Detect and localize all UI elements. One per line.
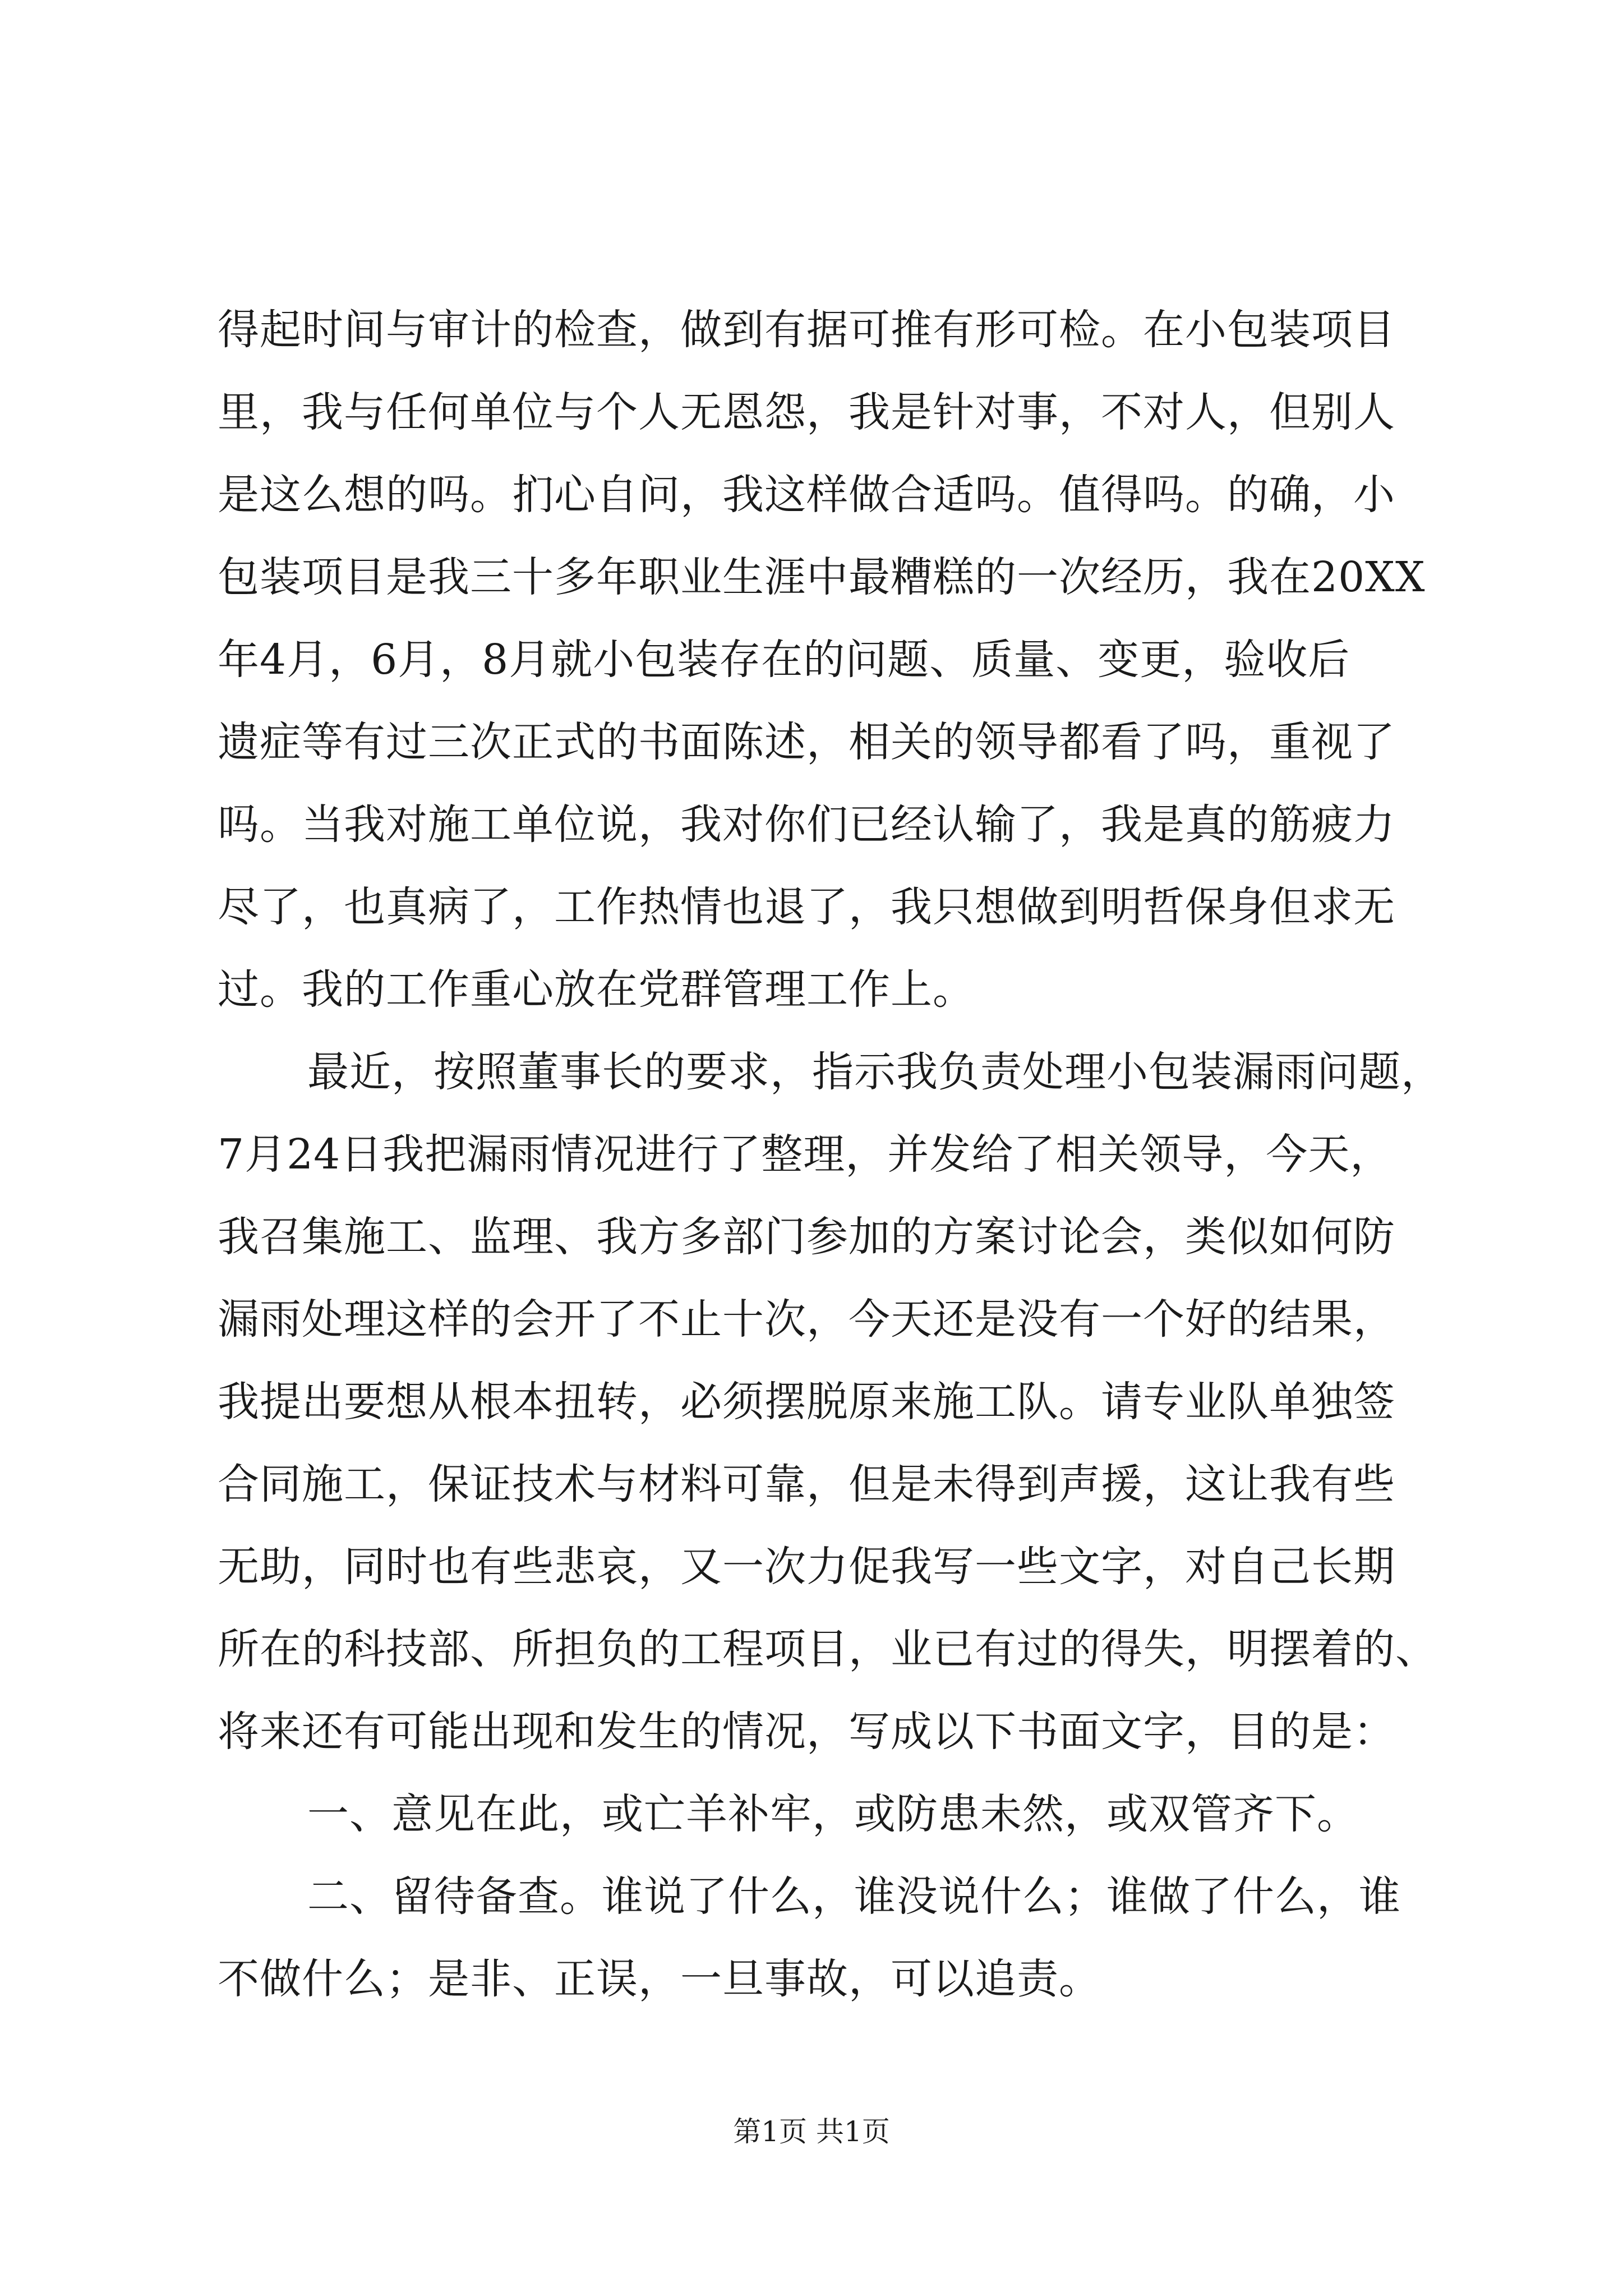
- text-line: 遗症等有过三次正式的书面陈述，相关的领导都看了吗，重视了: [218, 718, 1395, 766]
- text-line: 将来还有可能出现和发生的情况，写成以下书面文字，目的是：: [218, 1708, 1395, 1756]
- document-body: [218, 289, 1451, 2021]
- text-line: 合同施工，保证技术与材料可靠，但是未得到声援，这让我有些: [218, 1460, 1395, 1508]
- text-line: 得起时间与审计的检查，做到有据可推有形可检。在小包装项目: [218, 306, 1395, 354]
- text-line: 吗。当我对施工单位说，我对你们已经认输了，我是真的筋疲力: [218, 800, 1395, 849]
- page-footer: 第1页 共1页: [733, 2115, 890, 2148]
- text-line: 漏雨处理这样的会开了不止十次，今天还是没有一个好的结果，: [218, 1295, 1395, 1343]
- text-line: 过。我的工作重心放在党群管理工作上。: [218, 965, 975, 1014]
- text-line: 包装项目是我三十多年职业生涯中最糟糕的一次经历，我在20XX: [218, 553, 1426, 601]
- list-item-2: 二、留待备查。谁说了什么，谁没说什么；谁做了什么，谁: [307, 1872, 1401, 1921]
- text-line: 7月24日我把漏雨情况进行了整理，并发给了相关领导，今天，: [218, 1130, 1393, 1179]
- text-line: 不做什么；是非、正误，一旦事故，可以追责。: [218, 1955, 1101, 2003]
- text-line: 尽了，也真病了，工作热情也退了，我只想做到明哲保身但求无: [218, 883, 1395, 931]
- paragraph-start-line: 最近，按照董事长的要求，指示我负责处理小包装漏雨问题，: [307, 1048, 1443, 1096]
- text-line: 我提出要想从根本扭转，必须摆脱原来施工队。请专业队单独签: [218, 1378, 1395, 1426]
- text-line: 里，我与任何单位与个人无恩怨，我是针对事，不对人，但别人: [218, 388, 1395, 436]
- text-line: 年4月，6月，8月就小包装存在的问题、质量、变更，验收后: [218, 636, 1350, 684]
- text-line: 是这么想的吗。扪心自问，我这样做合适吗。值得吗。的确，小: [218, 471, 1395, 519]
- text-line: 无助，同时也有些悲哀，又一次力促我写一些文字，对自己长期: [218, 1543, 1395, 1591]
- list-item-1: 一、意见在此，或亡羊补牢，或防患未然，或双管齐下。: [307, 1790, 1359, 1838]
- text-line: 我召集施工、监理、我方多部门参加的方案讨论会，类似如何防: [218, 1213, 1395, 1261]
- text-line: 所在的科技部、所担负的工程项目，业已有过的得失，明摆着的、: [218, 1625, 1437, 1673]
